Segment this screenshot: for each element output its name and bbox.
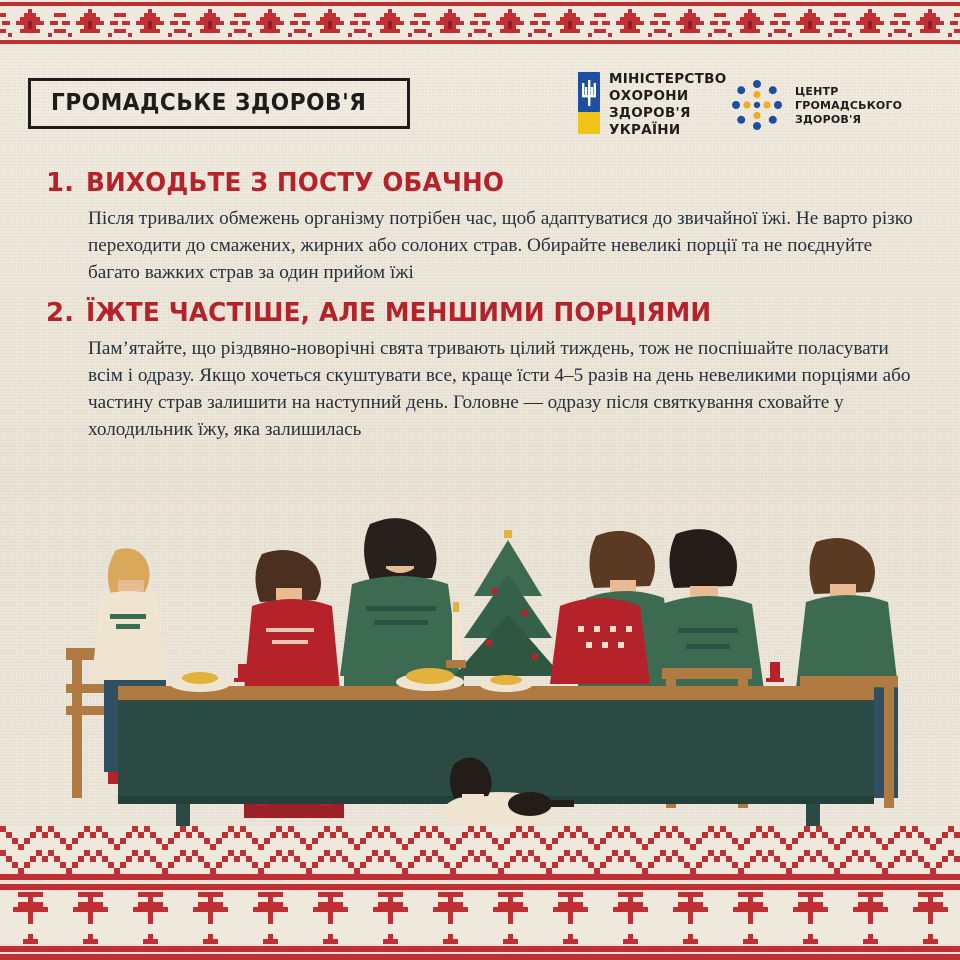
ukraine-trident-emblem bbox=[578, 72, 600, 134]
center-line-3: ЗДОРОВ'Я bbox=[795, 112, 862, 126]
ministry-block bbox=[578, 72, 727, 138]
christmas-tree bbox=[454, 530, 562, 698]
tips-list bbox=[0, 170, 960, 457]
center-block bbox=[730, 78, 902, 132]
ministry-line-3: ЗДОРОВ'Я bbox=[609, 105, 691, 121]
tip-1-title: ВИХОДЬТЕ З ПОСТУ ОБАЧНО bbox=[85, 168, 505, 198]
tip-1-body: Після тривалих обмежень організму потрібен час, щоб адаптуватися до звичайної їжі. Не варто різко переходити до смажених, жирних або солоних страв. Обирайте невеликі порції та не поєднуйте багато важких страв за один прийом їжі bbox=[88, 208, 913, 283]
tip-2-number: 2. bbox=[46, 298, 74, 328]
ministry-line-4: УКРАЇНИ bbox=[609, 122, 681, 138]
tip-1-number: 1. bbox=[46, 168, 74, 198]
header bbox=[0, 60, 960, 156]
tip-item-1 bbox=[0, 170, 960, 286]
tip-2-title: ЇЖТЕ ЧАСТІШЕ, АЛЕ МЕНШИМИ ПОРЦІЯМИ bbox=[85, 298, 712, 328]
public-health-center-logo bbox=[730, 78, 784, 132]
cross-stitch-family-dinner-scene bbox=[0, 488, 960, 836]
center-line-2: ГРОМАДСЬКОГО bbox=[795, 98, 903, 112]
knitted-ornament-bottom bbox=[0, 826, 960, 960]
tip-2-body: Пам’ятайте, що різдвяно-новорічні свята тривають цілий тиждень, тож не поспішайте поласувати всім і одразу. Якщо хочеться скуштувати все, краще їсти 4–5 разів на день невеликими порціями або частину страв залишити на наступний день. Головне — одразу після святкування сховайте у холодильник їжу, яка залишилась bbox=[88, 338, 911, 440]
center-line-1: ЦЕНТР bbox=[795, 84, 839, 98]
tip-2-heading bbox=[46, 300, 926, 326]
tip-1-heading bbox=[46, 170, 926, 196]
brand-label: ГРОМАДСЬКЕ ЗДОРОВ'Я bbox=[51, 90, 367, 116]
ministry-line-1: МІНІСТЕРСТВО bbox=[609, 71, 727, 87]
tip-item-2 bbox=[0, 300, 960, 443]
ministry-line-2: ОХОРОНИ bbox=[609, 88, 689, 104]
knitted-ornament-top bbox=[0, 0, 960, 46]
brand-badge bbox=[28, 78, 410, 129]
